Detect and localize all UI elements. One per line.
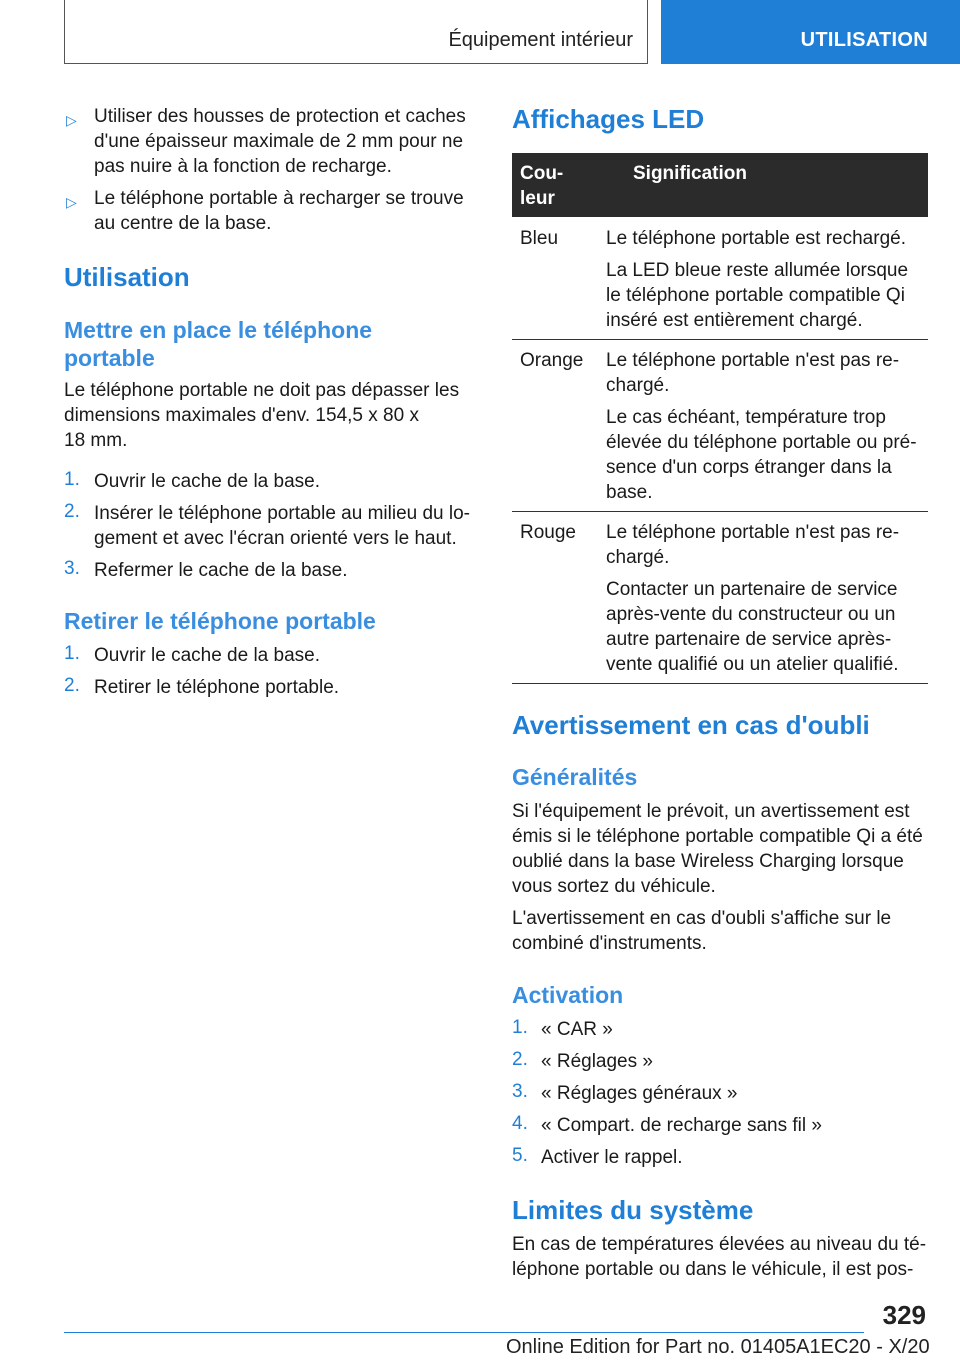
table-header-meaning: Signification (633, 163, 747, 184)
heading-limites: Limites du système (512, 1195, 754, 1225)
heading-generalites: Généralités (512, 764, 638, 790)
header-chapter-title: UTILISATION (800, 29, 928, 51)
table-header-color: Cou- leur (520, 163, 564, 209)
bullet-text: Le téléphone portable à recharger se trouve au centre de la base. (94, 188, 464, 234)
table-cell-meaning: Le téléphone portable est rechargé. La LED bleue reste allumée lorsque le téléphone portable compatible Qi inséré est entièrement chargé. (606, 228, 909, 331)
step-number: 2. (512, 1049, 528, 1070)
heading-mettre-en-place: Mettre en place le téléphone portable (64, 317, 373, 371)
step-text: « CAR » (541, 1019, 613, 1040)
bullet-marker: ▷ (66, 194, 77, 210)
step-number: 1. (512, 1017, 528, 1038)
header-chapter-tab[interactable] (661, 0, 960, 64)
table-cell-color: Orange (520, 350, 584, 371)
generalites-paragraph: L'avertissement en cas d'oubli s'affiche sur le combiné d'instruments. (512, 908, 892, 954)
heading-activation: Activation (512, 982, 624, 1008)
table-row-divider (512, 683, 928, 684)
generalites-paragraph: Si l'équipement le prévoit, un avertissement est émis si le téléphone portable compatible Qi a été oublié dans la base Wireless Charging lorsque vous sortez du véhicule. (512, 801, 923, 897)
table-row-divider (512, 339, 928, 340)
step-number: 3. (512, 1081, 528, 1102)
header-section-title: Équipement intérieur (448, 29, 633, 51)
heading-affichages-led: Affichages LED (512, 104, 705, 134)
step-text: « Réglages généraux » (541, 1083, 738, 1104)
page-number: 329 (882, 1300, 926, 1330)
limites-paragraph: En cas de températures élevées au niveau du té- léphone portable ou dans le véhicule, il est pos- (512, 1234, 927, 1280)
bullet-marker: ▷ (66, 112, 77, 128)
step-number: 4. (512, 1113, 528, 1134)
heading-utilisation: Utilisation (64, 262, 190, 292)
step-text: Activer le rappel. (541, 1147, 683, 1168)
step-number: 1. (64, 469, 80, 490)
step-text: Ouvrir le cache de la base. (94, 471, 321, 492)
step-text: Insérer le téléphone portable au milieu du lo- gement et avec l'écran orienté vers le haut. (94, 503, 471, 549)
step-text: Ouvrir le cache de la base. (94, 645, 321, 666)
step-number: 2. (64, 501, 80, 522)
step-text: « Réglages » (541, 1051, 653, 1072)
step-text: Retirer le téléphone portable. (94, 677, 340, 698)
intro-paragraph: Le téléphone portable ne doit pas dépasser les dimensions maximales d'env. 154,5 x 80 x 18 mm. (64, 380, 460, 451)
table-cell-color: Bleu (520, 228, 559, 249)
table-cell-meaning: Le téléphone portable n'est pas re- chargé. Le cas échéant, température trop élevée du téléphone portable ou pré- sence d'un corps étranger dans la base. (606, 350, 917, 503)
led-table-header (512, 153, 928, 217)
header-section-box (64, 0, 648, 64)
step-number: 2. (64, 675, 80, 696)
heading-avertissement: Avertissement en cas d'oubli (512, 710, 870, 740)
footer-divider (64, 1332, 864, 1333)
step-number: 5. (512, 1145, 528, 1166)
table-cell-meaning: Le téléphone portable n'est pas re- chargé. Contacter un partenaire de service après-vente du constructeur ou un autre partenaire de service après- vente qualifié ou un atelier qualifié. (606, 522, 900, 675)
footer-edition: Online Edition for Part no. 01405A1EC20 - X/20 (506, 1336, 930, 1358)
table-cell-color: Rouge (520, 522, 576, 543)
step-text: « Compart. de recharge sans fil » (541, 1115, 822, 1136)
step-text: Refermer le cache de la base. (94, 560, 348, 581)
heading-retirer: Retirer le téléphone portable (64, 608, 376, 634)
bullet-text: Utiliser des housses de protection et caches d'une épaisseur maximale de 2 mm pour ne pas nuire à la fonction de recharge. (94, 106, 466, 177)
step-number: 3. (64, 558, 80, 579)
table-row-divider (512, 511, 928, 512)
step-number: 1. (64, 643, 80, 664)
